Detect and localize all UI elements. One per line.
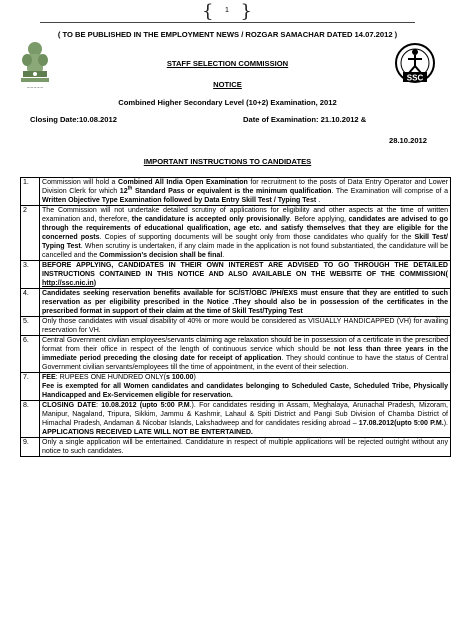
table-row (21, 336, 451, 373)
item-text: CLOSING DATE: 10.08.2012 (upto 5:00 P.M.). For candidates residing in Assam, Meghalaya, Arunachal Pradesh, Mizoram, Manipur, Nagaland, Tripura, Sikkim, Jammu & Kashmir, Lahaul & Spiti District and Pangi Sub Division of Chamba District of Himachal Pradesh, Andaman & Nicobar Islands, Lakshadweep and for candidates residing abroad – 17.08.2012(upto 5:00 P.M.). APPLICATIONS RECEIVED LATE WILL NOT BE ENTERTAINED. (40, 401, 451, 438)
item-number: 8. (21, 401, 40, 438)
closing-date: Closing Date:10.08.2012 (30, 115, 117, 124)
instructions-table (20, 177, 451, 457)
item-text: The Commission will not undertake detailed scrutiny of applications for eligibility and other aspects at the time of written examination and, therefore, the candidature is accepted only provisionally. Before applying, candidates are advised to go through the requirements of educational qualification, age etc. and satisfy themselves that they are eligible for the concerned posts. Copies of supporting documents will be sought only from those candidates who qualify for the Skill Test/ Typing Test. When scrutiny is undertaken, if any claim made in the application is not found substantiated, the candidature will be cancelled and the Commission's decision shall be final. (40, 206, 451, 261)
page-number-badge (200, 2, 254, 24)
notice-title: NOTICE (213, 80, 242, 89)
table-row (21, 289, 451, 317)
right-brace: } (240, 1, 252, 22)
exam-date-line1: Date of Examination: 21.10.2012 & (243, 115, 367, 124)
table-row (21, 317, 451, 336)
table-row (21, 178, 451, 206)
item-number: 2 (21, 206, 40, 261)
item-text: BEFORE APPLYING, CANDIDATES IN THEIR OWN INTEREST ARE ADVISED TO GO THROUGH THE DETAILED INSTRUCTIONS CONTAINED IN THIS NOTICE AND ALSO AVAILABLE ON THE WEBSITE OF THE COMMISSION( http://ssc.nic.in) (40, 261, 451, 289)
item-number: 3. (21, 261, 40, 289)
item-text: FEE: RUPEES ONE HUNDRED ONLY(s 100.00) Fee is exempted for all Women candidates and candidates belonging to Scheduled Caste, Scheduled Tribe, Physically Handicapped and Ex-Servicemen eligible for reservation. (40, 373, 451, 401)
left-brace: { (202, 1, 214, 22)
item-text: Candidates seeking reservation benefits available for SC/ST/OBC /PH/EXS must ensure that they are entitled to such reservation as per eligibility prescribed in the Notice .They should also be in possession of the certificates in the prescribed format in support of their claim at the time of Skill Test/Typing Test (40, 289, 451, 317)
table-row (21, 401, 451, 438)
exam-date-line2: 28.10.2012 (389, 136, 428, 145)
table-row (21, 206, 451, 261)
item-text: Commission will hold a Combined All India Open Examination for recruitment to the posts of Data Entry Operator and Lower Division Clerk for which 12th Standard Pass or equivalent is the minimum qualification. The Examination will comprise of a Written Objective Type Examination followed by Data Entry Skill Test / Typing Test . (40, 178, 451, 206)
table-row (21, 438, 451, 457)
website-link[interactable]: http://ssc.nic.in (42, 280, 94, 287)
table-row (21, 373, 451, 401)
item-number: 4. (21, 289, 40, 317)
item-text: Central Government civilian employees/servants claiming age relaxation should be in possession of a certificate in the prescribed format from their office in respect of the length of continuous service which should be not less than three years in the immediate period preceding the closing date for receipt of application. They should continue to have the status of Central Government civilian servants/employees till the time of appointment, in the event of their selection. (40, 336, 451, 373)
svg-text:SSC: SSC (406, 73, 424, 83)
page-number: 1 (225, 7, 229, 14)
item-text: Only those candidates with visual disability of 40% or more would be considered as VISUALLY HANDICAPPED (VH) for availing reservation for VH. (40, 317, 451, 336)
instructions-title: IMPORTANT INSTRUCTIONS TO CANDIDATES (143, 157, 312, 166)
item-number: 7. (21, 373, 40, 401)
publication-note: ( TO BE PUBLISHED IN THE EMPLOYMENT NEWS / ROZGAR SAMACHAR DATED 14.07.2012 ) (57, 30, 398, 39)
svg-text:~~~~~: ~~~~~ (26, 85, 44, 90)
item-number: 5. (21, 317, 40, 336)
item-text: Only a single application will be entertained. Candidature in respect of multiple applications will be rejected outright without any notice to such candidates. (40, 438, 451, 457)
table-row (21, 261, 451, 289)
header-rule (40, 22, 415, 23)
item-number: 1. (21, 178, 40, 206)
exam-title: Combined Higher Secondary Level (10+2) Examination, 2012 (118, 98, 337, 107)
org-title: STAFF SELECTION COMMISSION (166, 59, 289, 68)
item-number: 6. (21, 336, 40, 373)
item-number: 9. (21, 438, 40, 457)
